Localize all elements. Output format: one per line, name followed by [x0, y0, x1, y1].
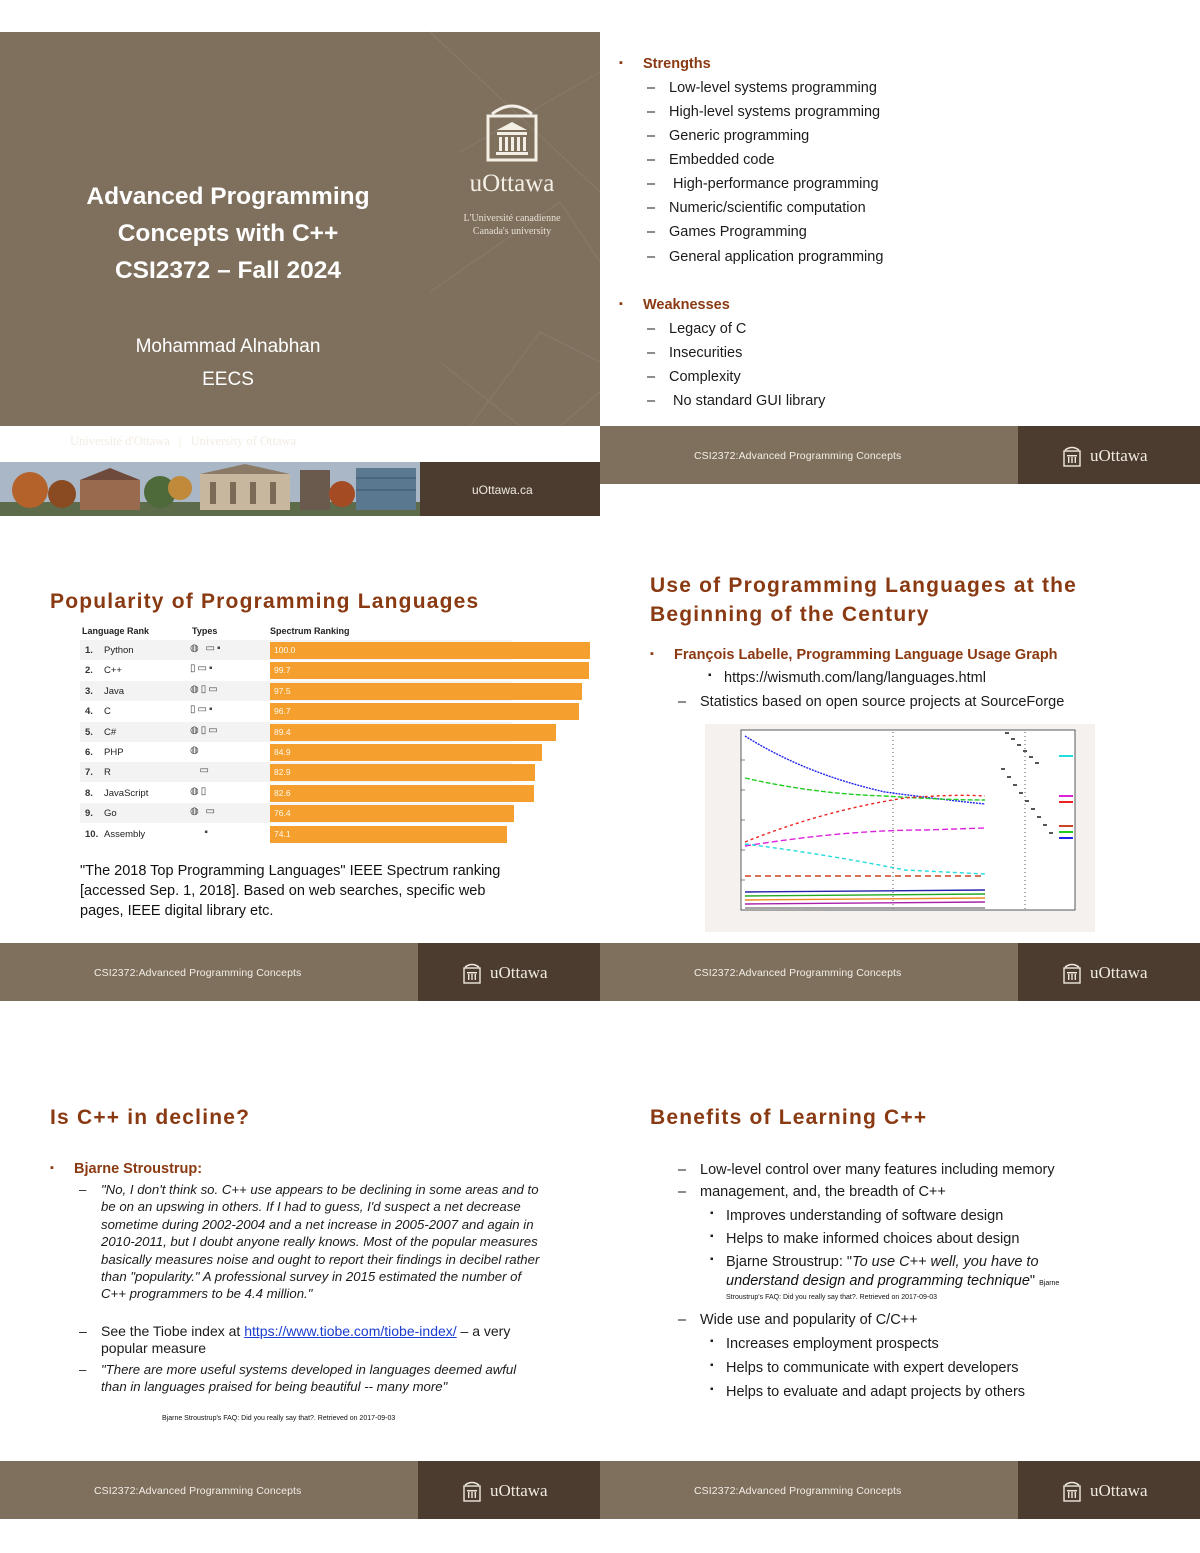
- sub-item-continuation: [726, 1273, 1059, 1289]
- university-fr: Université d'Ottawa: [70, 434, 170, 448]
- ranking-bar: [270, 744, 542, 761]
- ranking-bar: [270, 662, 589, 679]
- list-item: – Generic programming: [669, 128, 809, 144]
- title-line-1: Advanced Programming: [86, 183, 370, 210]
- footer-text: CSI2372:Advanced Programming Concepts: [694, 450, 902, 462]
- ranking-bar: [270, 826, 507, 843]
- ranking-value: 76.4: [274, 808, 291, 819]
- university-logo: [452, 96, 572, 237]
- building-icon: [1062, 1480, 1082, 1502]
- ranking-value: 89.4: [274, 726, 291, 737]
- university-line: [70, 434, 296, 449]
- building-icon: [452, 96, 572, 166]
- footer-text: CSI2372:Advanced Programming Concepts: [94, 967, 302, 979]
- rank-cell: 8.: [85, 787, 93, 799]
- types-icons: ◍▯▭: [190, 724, 220, 736]
- list-item: – Games Programming: [669, 224, 807, 240]
- weaknesses-heading: ▪ Weaknesses: [643, 297, 730, 313]
- table-row: [80, 742, 512, 762]
- ranking-value: 96.7: [274, 706, 291, 717]
- sub-text: ": [1029, 1273, 1036, 1289]
- list-item: – Low-level systems programming: [669, 80, 877, 96]
- building-icon: [462, 962, 482, 984]
- rank-cell: 7.: [85, 767, 93, 779]
- slide-footer: [600, 1461, 1200, 1519]
- rank-cell: 2.: [85, 665, 93, 677]
- footer-brand: uOttawa: [1090, 1481, 1148, 1500]
- list-item: – Low-level control over many features including memory: [700, 1162, 1055, 1178]
- language-cell: Assembly: [104, 828, 146, 840]
- rank-cell: 1.: [85, 645, 93, 656]
- footer-brand: uOttawa: [490, 963, 548, 982]
- building-icon: [1062, 445, 1082, 467]
- column-header: Spectrum Ranking: [270, 626, 350, 636]
- tiobe-link[interactable]: https://www.tiobe.com/tiobe-index/: [244, 1323, 457, 1339]
- slide-footer: [0, 1461, 600, 1519]
- building-icon: [1062, 962, 1082, 984]
- list-item: – Wide use and popularity of C/C++: [700, 1312, 918, 1328]
- footer-brand: uOttawa: [490, 1481, 548, 1500]
- sub-italic: To use C++ well, you have to: [852, 1254, 1039, 1270]
- stat-note: – Statistics based on open source projects at SourceForge: [700, 694, 1064, 710]
- sub-item: ▪ Helps to make informed choices about design: [726, 1231, 1019, 1247]
- language-cell: Java: [104, 685, 125, 697]
- author-name: Mohammad Alnabhan: [135, 336, 321, 357]
- list-item: – High-level systems programming: [669, 104, 880, 120]
- footer-text: CSI2372:Advanced Programming Concepts: [694, 967, 902, 979]
- ranking-value: 82.6: [274, 787, 291, 798]
- logo-tagline: [452, 212, 572, 238]
- footer-logo: [418, 943, 600, 1001]
- website-url[interactable]: uOttawa.ca: [420, 462, 600, 516]
- ranking-bar: [270, 724, 556, 741]
- presentation-title: [30, 178, 426, 289]
- ranking-bar: [270, 805, 514, 822]
- ranking-value: 84.9: [274, 747, 291, 757]
- language-cell: C#: [104, 726, 117, 738]
- ranking-value: 100.0: [274, 645, 296, 655]
- building-icon: [462, 1480, 482, 1502]
- footer-brand: uOttawa: [1090, 446, 1148, 465]
- rank-cell: 3.: [85, 685, 93, 697]
- rank-cell: 10.: [85, 828, 99, 840]
- table-caption: "The 2018 Top Programming Languages" IEEE Spectrum ranking [accessed Sep. 1, 2018]. Based on web searches, specific web pages, IEEE digital library etc.: [80, 863, 501, 919]
- language-cell: R: [104, 767, 111, 779]
- presenter-block: [30, 330, 426, 396]
- title-line-2: Concepts with C++: [117, 220, 339, 247]
- types-icons: ◍▯: [190, 785, 209, 797]
- tiobe-reference: – See the Tiobe index at https://www.tiobe.com/tiobe-index/ – a very popular measure: [79, 1323, 511, 1357]
- slide-title: Benefits of Learning C++: [650, 1106, 928, 1129]
- ranking-bar: [270, 683, 582, 700]
- slide-cpp-decline: [0, 1067, 600, 1519]
- sub-text: Bjarne Stroustrup: ": [726, 1254, 853, 1270]
- sub-source: Stroustrup's FAQ: Did you really say that?. Retrieved on 2017-09-03: [726, 1294, 938, 1301]
- language-cell: JavaScript: [104, 787, 149, 799]
- ranking-bar: [270, 703, 579, 720]
- slide-footer: [600, 943, 1200, 1001]
- tagline-fr: L'Université canadienne: [463, 213, 561, 224]
- language-cell: C: [104, 706, 111, 718]
- table-row: [80, 701, 512, 721]
- campus-photo: [0, 462, 420, 516]
- types-icons: ◍: [190, 745, 201, 756]
- footer-logo: [1018, 943, 1200, 1001]
- title-line-1: Use of Programming Languages at the: [650, 574, 1078, 597]
- sub-item: [726, 1254, 1039, 1270]
- footer-logo: [1018, 426, 1200, 484]
- slide-title: [650, 571, 1077, 629]
- tagline-en: Canada's university: [472, 226, 552, 237]
- department: EECS: [202, 369, 254, 390]
- university-en: University of Ottawa: [190, 434, 297, 448]
- list-item: – Numeric/scientific computation: [669, 200, 866, 216]
- sub-italic: understand design and programming technique: [726, 1273, 1030, 1289]
- footer-text: CSI2372:Advanced Programming Concepts: [94, 1485, 302, 1497]
- column-header: Language Rank: [82, 626, 150, 636]
- quote-author-bullet: ▪ Bjarne Stroustrup:: [74, 1161, 202, 1177]
- rank-cell: 9.: [85, 808, 93, 820]
- column-header: Types: [192, 626, 218, 636]
- types-icons: ▭: [190, 765, 212, 777]
- sub-item: ▪ Helps to communicate with expert developers: [726, 1360, 1019, 1376]
- language-cell: PHP: [104, 747, 124, 758]
- ranking-value: 97.5: [274, 685, 291, 696]
- rank-cell: 5.: [85, 726, 93, 738]
- continuation-text: management, and, the breadth of C++: [700, 1184, 946, 1200]
- list-item: – High-performance programming: [669, 176, 879, 192]
- ranking-bar: [270, 785, 534, 802]
- stroustrup-quote-2: – "There are more useful systems developed in languages deemed awful than in languages praised for being beautiful -- many more": [79, 1362, 517, 1395]
- ranking-value: 74.1: [274, 828, 291, 839]
- language-usage-graph: [705, 724, 1095, 932]
- slide-title: Is C++ in decline?: [50, 1106, 251, 1129]
- footer-text: CSI2372:Advanced Programming Concepts: [694, 1485, 902, 1497]
- types-icons: ◍▯▭: [190, 683, 220, 695]
- types-icons: ▪: [190, 826, 210, 838]
- list-item: – No standard GUI library: [669, 393, 825, 409]
- table-row: [80, 824, 512, 844]
- ranking-value: 99.7: [274, 665, 291, 676]
- graph-url[interactable]: ▪ https://wismuth.com/lang/languages.html: [724, 670, 986, 686]
- sub-source: Bjarne: [1039, 1280, 1060, 1287]
- ranking-value: 82.9: [274, 767, 291, 778]
- quote-text: "There are more useful systems developed in languages deemed awful than in languages praised for being beautiful -- many more": [101, 1362, 517, 1395]
- ranking-bar: [270, 642, 590, 659]
- slide-benefits: [600, 1067, 1200, 1519]
- language-cell: Python: [104, 645, 134, 656]
- types-icons: ◍ ▭▪: [190, 643, 223, 654]
- rank-cell: 4.: [85, 706, 93, 718]
- title-line-3: CSI2372 – Fall 2024: [114, 257, 342, 284]
- separator: |: [178, 434, 182, 448]
- sub-item: ▪ Improves understanding of software design: [726, 1208, 1003, 1224]
- list-item: – General application programming: [669, 249, 883, 265]
- footer-logo: [1018, 1461, 1200, 1519]
- list-item: – Legacy of C: [669, 321, 746, 337]
- table-row: [80, 803, 512, 823]
- strengths-heading: ▪ Strengths: [643, 56, 711, 72]
- tiobe-text: See the Tiobe index at: [101, 1323, 245, 1339]
- table-row: [80, 783, 512, 803]
- slide-title: [0, 32, 600, 497]
- types-icons: ▯▭▪: [190, 704, 215, 716]
- tiobe-text: – a very popular measure: [101, 1323, 511, 1357]
- table-row: [80, 681, 512, 701]
- list-item: – Insecurities: [669, 345, 742, 361]
- list-item: – Embedded code: [669, 152, 775, 168]
- list-item: – Complexity: [669, 369, 741, 385]
- types-icons: ▯▭▪: [190, 663, 215, 675]
- slide-footer: [0, 943, 600, 1001]
- slide-strengths-weaknesses: [600, 32, 1200, 484]
- table-row: [80, 762, 512, 782]
- quote-source: Bjarne Stroustrup's FAQ: Did you really say that?. Retrieved on 2017-09-03: [162, 1415, 396, 1422]
- table-row: [80, 660, 512, 680]
- footer-logo: [418, 1461, 600, 1519]
- logo-wordmark: uOttawa: [469, 170, 555, 197]
- quote-text: "No, I don't think so. C++ use appears to be declining in some areas and to be on an upswing in others. If I had to guess, I'd suspect a net decrease sometime during 2002-2004 and a net increase in 2005-2007 and again in 2010-2011, but I doubt anyone really knows. Most of the popular measures basically measures noise and ought to report their findings in decibel rather than "popularity." A professional survey in 2015 estimated the number of C++ programmers to be 4.4 million.": [101, 1182, 540, 1302]
- sub-item: ▪ Helps to evaluate and adapt projects by others: [726, 1384, 1025, 1400]
- ranking-bar: [270, 764, 535, 781]
- types-icons: ◍ ▭: [190, 806, 217, 818]
- table-row: [80, 640, 512, 660]
- language-cell: Go: [104, 808, 117, 820]
- slide-title: Popularity of Programming Languages: [50, 590, 480, 613]
- list-item-continuation: [700, 1184, 946, 1200]
- language-cell: C++: [104, 665, 122, 677]
- title-line-2: Beginning of the Century: [650, 603, 930, 626]
- rank-cell: 6.: [85, 747, 93, 758]
- table-row: [80, 722, 512, 742]
- stroustrup-quote-1: – "No, I don't think so. C++ use appears to be declining in some areas and to be on an upswing in others. If I had to guess, I'd suspect a net decrease sometime during 2002-2004 and a net increase in 2005-2007 and again in 2010-2011, but I doubt anyone really knows. Most of the popular measures basically measures noise and ought to report their findings in decibel rather than "popularity." A professional survey in 2015 estimated the number of C++ programmers to be 4.4 million.": [79, 1182, 540, 1302]
- footer-brand: uOttawa: [1090, 963, 1148, 982]
- slide-footer: [600, 426, 1200, 484]
- sub-item: ▪ Increases employment prospects: [726, 1336, 939, 1352]
- graph-source-bullet: ▪ François Labelle, Programming Language Usage Graph: [674, 647, 1058, 663]
